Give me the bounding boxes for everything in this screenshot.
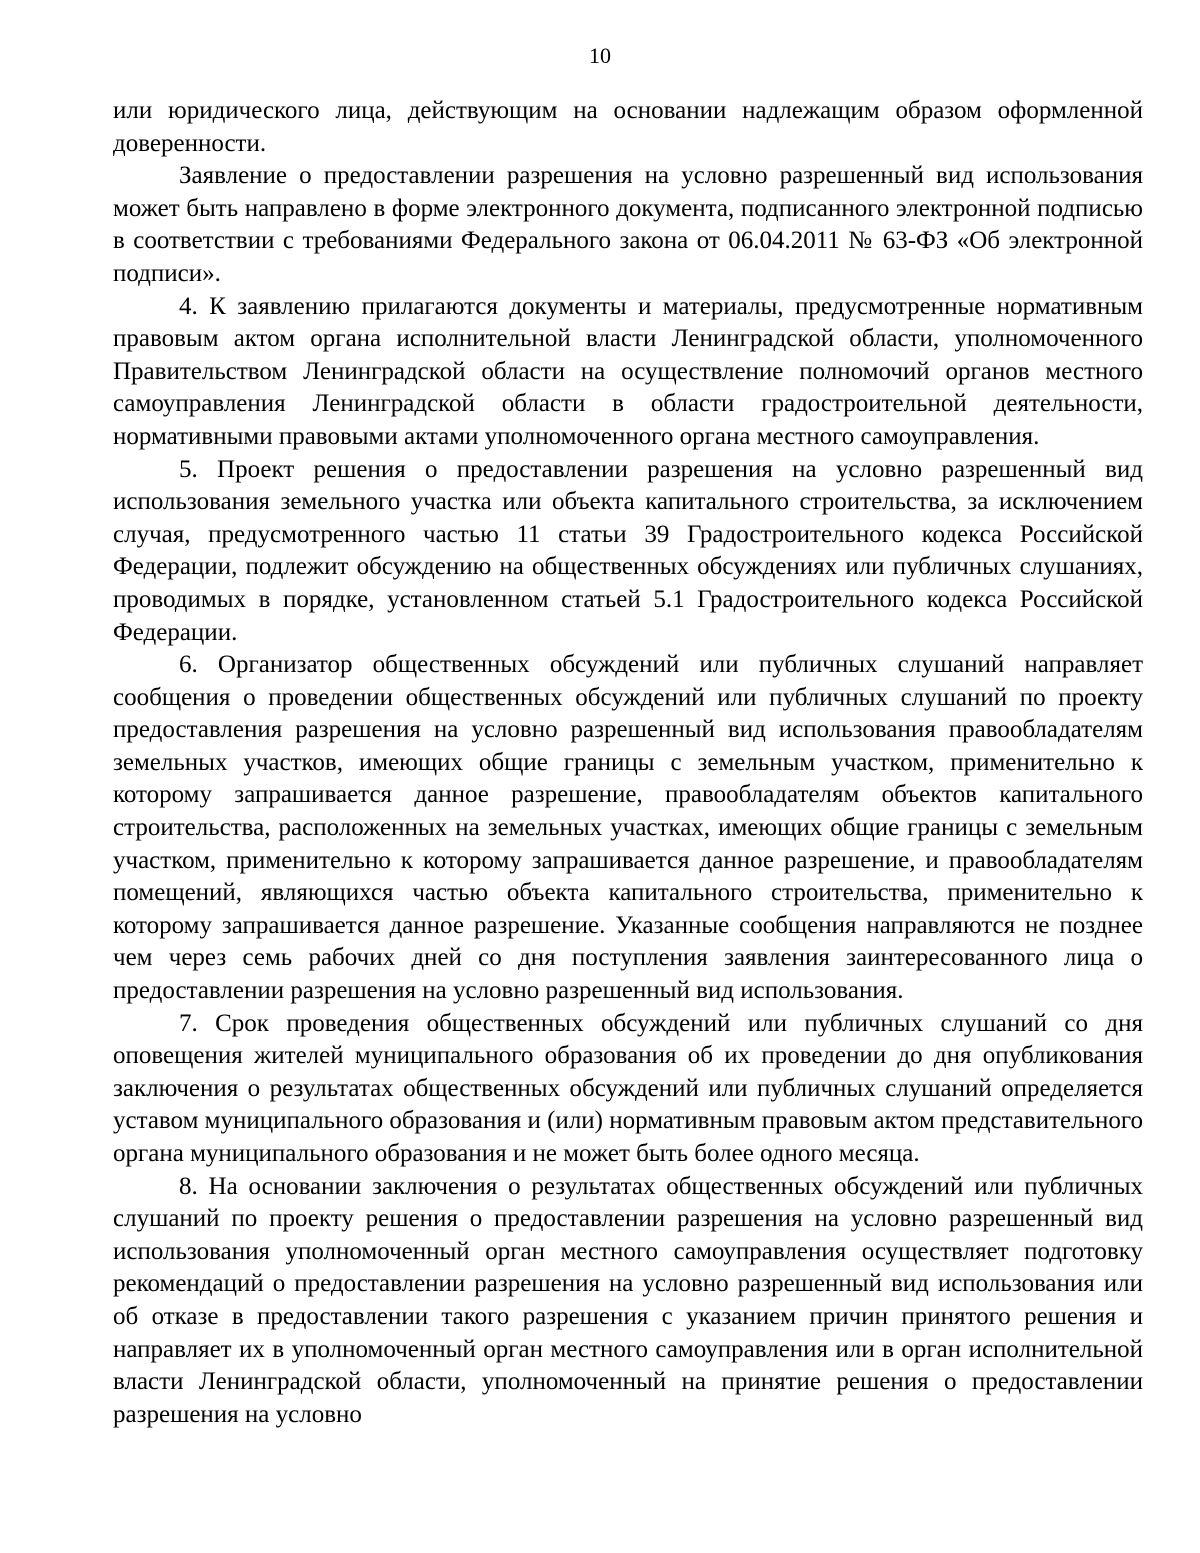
paragraph-item-6: 6. Организатор общественных обсуждений или публичных слушаний направляет сообщения о проведении общественных обсуждений или публичных слушаний по проекту предоставления разрешения на условно разрешенный вид использования правообладателям земельных участков, имеющих общие границы с земельным участком, применительно к которому запрашивается данное разрешение, правообладателям объектов капитального строительства, расположенных на земельных участках, имеющих общие границы с земельным участком, применительно к которому запрашивается данное разрешение, и правообладателям помещений, являющихся частью объекта капитального строительства, применительно к которому запрашивается данное разрешение. Указанные сообщения направляются не позднее чем через семь рабочих дней со дня поступления заявления заинтересованного лица о предоставлении разрешения на условно разрешенный вид использования. (113, 651, 1143, 1005)
paragraph-item-5: 5. Проект решения о предоставлении разрешения на условно разрешенный вид использования земельного участка или объекта капитального строительства, за исключением случая, предусмотренного частью 11 статьи 39 Градостроительного кодекса Российской Федерации, подлежит обсуждению на общественных обсуждениях или публичных слушаниях, проводимых в порядке, установленном статьей 5.1 Градостроительного кодекса Российской Федерации. (113, 455, 1143, 646)
page-number: 10 (589, 43, 611, 68)
paragraph-item-7: 7. Срок проведения общественных обсуждений или публичных слушаний со дня оповещения жителей муниципального образования об их проведении до дня опубликования заключения о результатах общественных обсуждений или публичных слушаний определяется уставом муниципального образования и (или) нормативным правовым актом представительного органа муниципального образования и не может быть более одного месяца. (113, 1009, 1143, 1167)
paragraph-electronic-application: Заявление о предоставлении разрешения на условно разрешенный вид использования может быть направлено в форме электронного документа, подписанного электронной подписью в соответствии с требованиями Федерального закона от 06.04.2011 № 63-ФЗ «Об электронной подписи». (113, 162, 1143, 287)
paragraph-item-4: 4. К заявлению прилагаются документы и материалы, предусмотренные нормативным правовым актом органа исполнительной власти Ленинградской области, уполномоченного Правительством Ленинградской области на осуществление полномочий органов местного самоуправления Ленинградской области в области градостроительной деятельности, нормативными правовыми актами уполномоченного органа местного самоуправления. (113, 292, 1143, 450)
document-body (113, 95, 1143, 1431)
paragraph-continuation: или юридического лица, действующим на основании надлежащим образом оформленной доверенности. (113, 97, 1143, 157)
paragraph-item-8: 8. На основании заключения о результатах общественных обсуждений или публичных слушаний по проекту решения о предоставлении разрешения на условно разрешенный вид использования уполномоченный орган местного самоуправления осуществляет подготовку рекомендаций о предоставлении разрешения на условно разрешенный вид использования или об отказе в предоставлении такого разрешения с указанием причин принятого решения и направляет их в уполномоченный орган местного самоуправления или в орган исполнительной власти Ленинградской области, уполномоченный на принятие решения о предоставлении разрешения на условно (113, 1172, 1143, 1428)
